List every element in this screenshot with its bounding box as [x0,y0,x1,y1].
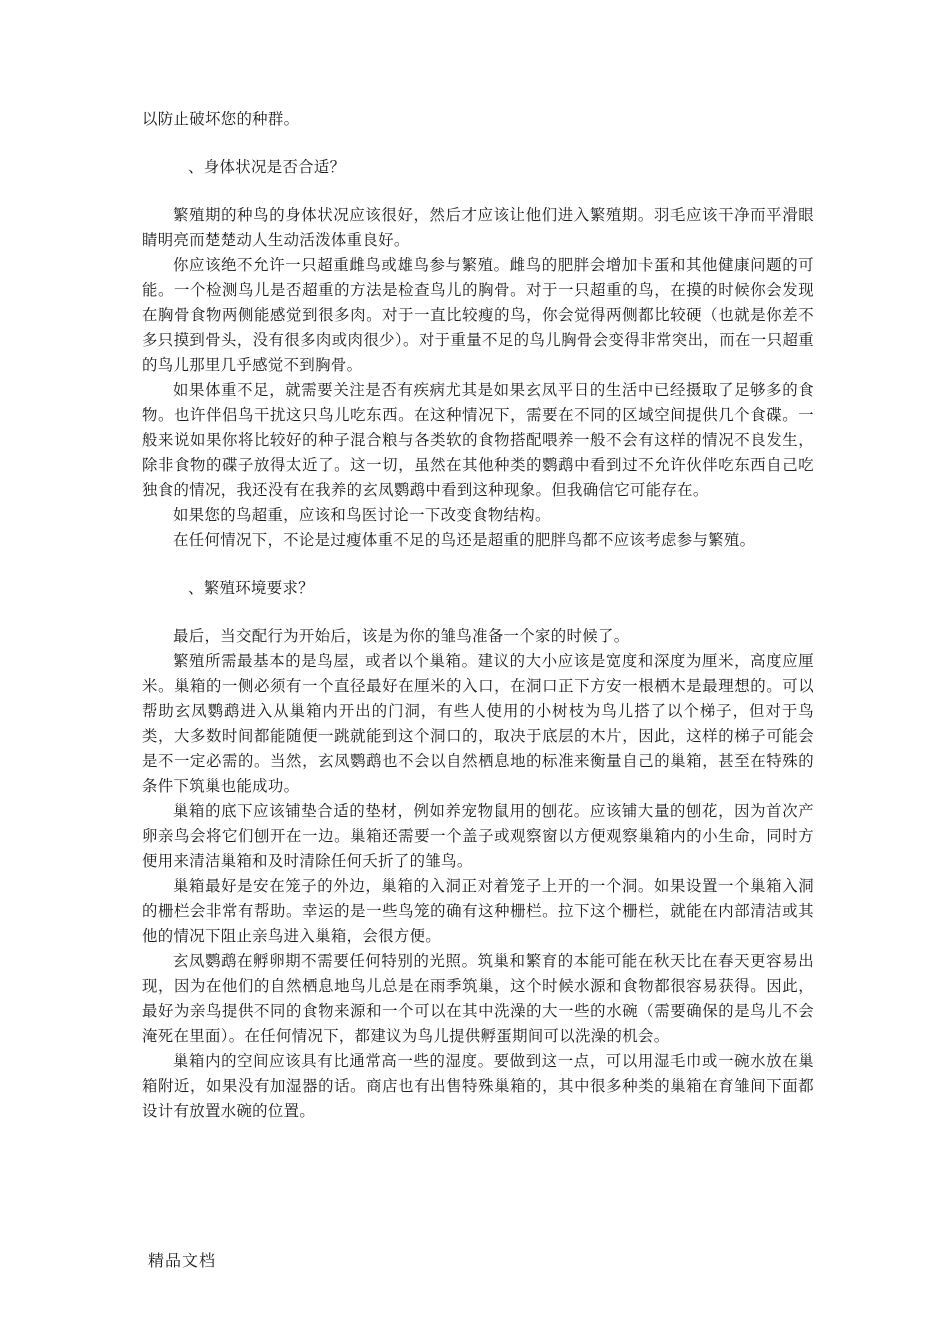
opening-line: 以防止破坏您的种群。 [142,110,300,128]
paragraph: 如果体重不足，就需要关注是否有疾病尤其是如果玄凤平日的生活中已经摄取了足够多的食物。也许伴侣鸟干扰这只鸟儿吃东西。在这种情况下，需要在不同的区域空间提供几个食碟。一般来说如果你将比较好的种子混合粮与各类软的食物搭配喂养一般不会有这样的情况不良发生，除非食物的碟子放得太近了。这一切，虽然在其他种类的鹦鹉中看到过不允许伙伴吃东西自己吃独食的情况，我还没有在我养的玄凤鹦鹉中看到这种现象。但我确信它可能存在。 [142,381,814,499]
document-body [142,107,814,1124]
paragraph: 巢箱最好是安在笼子的外边，巢箱的入洞正对着笼子上开的一个洞。如果设置一个巢箱入洞的栅栏会非常有帮助。幸运的是一些鸟笼的确有这种栅栏。拉下这个栅栏，就能在内部清洁或其他的情况下阻止亲鸟进入巢箱，会很方便。 [142,877,814,945]
paragraph: 玄凤鹦鹉在孵卵期不需要任何特别的光照。筑巢和繁育的本能可能在秋天比在春天更容易出现，因为在他们的自然栖息地鸟儿总是在雨季筑巢，这个时候水源和食物都很容易获得。因此，最好为亲鸟提供不同的食物来源和一个可以在其中洗澡的大一些的水碗（需要确保的是鸟儿不会淹死在里面）。在任何情况下，都建议为鸟儿提供孵蛋期间可以洗澡的机会。 [142,952,814,1045]
section-heading-body-condition: 、身体状况是否合适？ [188,158,346,176]
paragraph: 最后，当交配行为开始后，该是为你的雏鸟准备一个家的时候了。 [173,627,630,645]
paragraph: 你应该绝不允许一只超重雌鸟或雄鸟参与繁殖。雌鸟的肥胖会增加卡蛋和其他健康问题的可能。一个检测鸟儿是否超重的方法是检查鸟儿的胸骨。对于一只超重的鸟，在摸的时候你会发现在胸骨食物两侧能感觉到很多肉。对于一直比较瘦的鸟，你会觉得两侧都比较硬（也就是你差不多只摸到骨头，没有很多肉或肉很少）。对于重量不足的鸟儿胸骨会变得非常突出，而在一只超重的鸟儿那里几乎感觉不到胸骨。 [142,256,814,374]
paragraph: 巢箱内的空间应该具有比通常高一些的湿度。要做到这一点，可以用湿毛巾或一碗水放在巢箱附近，如果没有加湿器的话。商店也有出售特殊巢箱的，其中很多种类的巢箱在育雏间下面都设计有放置水碗的位置。 [142,1052,814,1120]
paragraph: 繁殖期的种鸟的身体状况应该很好，然后才应该让他们进入繁殖期。羽毛应该干净而平滑眼睛明亮而楚楚动人生动活泼体重良好。 [142,206,814,249]
paragraph: 在任何情况下，不论是过瘦体重不足的鸟还是超重的肥胖鸟都不应该考虑参与繁殖。 [173,531,756,549]
paragraph: 巢箱的底下应该铺垫合适的垫材，例如养宠物鼠用的刨花。应该铺大量的刨花，因为首次产卵亲鸟会将它们刨开在一边。巢箱还需要一个盖子或观察窗以方便观察巢箱内的小生命，同时方便用来清洁巢箱和及时清除任何夭折了的雏鸟。 [142,802,814,870]
paragraph: 如果您的鸟超重，应该和鸟医讨论一下改变食物结构。 [173,506,551,524]
footer-watermark-label: 精品文档 [148,1251,217,1270]
section-heading-breeding-environment: 、繁殖环境要求？ [188,579,314,597]
paragraph: 繁殖所需最基本的是鸟屋，或者以个巢箱。建议的大小应该是宽度和深度为厘米，高度应厘米。巢箱的一侧必须有一个直径最好在厘米的入口，在洞口正下方安一根栖木是最理想的。可以帮助玄凤鹦鹉进入从巢箱内开出的门洞，有些人使用的小树枝为鸟儿搭了以个梯子，但对于鸟类，大多数时间都能随便一跳就能到这个洞口的，取决于底层的木片，因此，这样的梯子可能会是不一定必需的。当然，玄凤鹦鹉也不会以自然栖息地的标准来衡量自己的巢箱，甚至在特殊的条件下筑巢也能成功。 [142,652,814,795]
